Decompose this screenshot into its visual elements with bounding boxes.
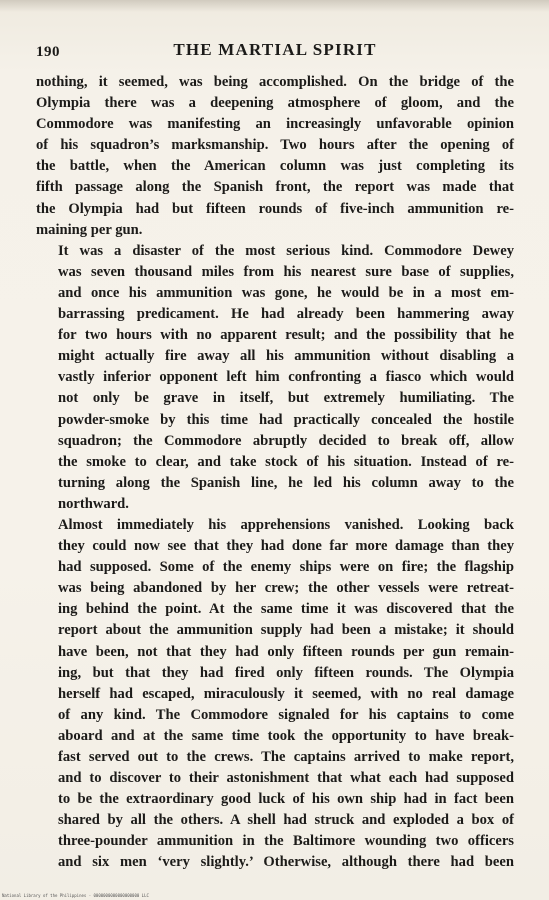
text-line: had supposed. Some of the enemy ships were on fire; the flagship [58,559,514,576]
body-text [36,72,514,874]
text-line: barrassing predicament. He had already been hammering away [58,306,514,323]
text-line: was seven thousand miles from his nearest sure base of supplies, [58,263,514,280]
text-line: vastly inferior opponent left him confronting a fiasco which would [58,369,514,386]
text-line: three-pounder ammunition in the Baltimore wounding two officers [58,833,514,850]
text-line: the battle, when the American column was just completing its [36,158,514,175]
text-line: not only be grave in itself, but extremely humiliating. The [58,390,514,407]
text-line: aboard and at the same time took the opportunity to have break- [58,727,514,744]
text-line: to be the extraordinary good luck of his own ship had in fact been [58,791,514,808]
text-line: nothing, it seemed, was being accomplished. On the bridge of the [36,74,514,90]
text-line: they could now see that they had done far more damage than they [58,538,514,555]
text-line: It was a disaster of the most serious kind. Commodore Dewey [58,242,514,259]
text-line: was being abandoned by her crew; the other vessels were retreat- [58,580,514,597]
text-line: fifth passage along the Spanish front, the report was made that [36,179,514,196]
text-line: northward. [58,495,129,512]
page-number: 190 [36,44,60,60]
text-line: herself had escaped, miraculously it seemed, with no real damage [58,685,514,702]
paragraph [36,515,514,874]
text-line: squadron; the Commodore abruptly decided to break off, allow [58,432,514,449]
text-line: maining per gun. [36,221,143,238]
text-line: and six men ‘very slightly.’ Otherwise, although there had been [58,854,514,871]
text-line: Almost immediately his apprehensions vanished. Looking back [58,516,514,533]
text-line: ing behind the point. At the same time it was discovered that the [58,601,514,618]
text-line: of any kind. The Commodore signaled for his captains to come [58,706,514,723]
text-line: report about the ammunition supply had been a mistake; it should [58,622,514,639]
text-line: powder-smoke by this time had practically concealed the hostile [58,411,514,428]
text-line: Olympia there was a deepening atmosphere of gloom, and the [36,95,514,112]
paragraph [36,72,514,241]
text-line: and to discover to their astonishment that what each had supposed [58,770,514,787]
text-line: fast served out to the crews. The captains arrived to make report, [58,749,514,765]
scan-footer-stamp: National Library of the Philippines · 0000000000000000000 LLC [2,893,149,898]
page-edge-shadow [0,0,549,12]
text-line: the Olympia had but fifteen rounds of five-inch ammunition re- [36,200,514,217]
text-line: the smoke to clear, and take stock of his situation. Instead of re- [58,453,514,470]
text-line: shared by all the others. A shell had struck and exploded a box of [58,812,514,829]
running-head: THE MARTIAL SPIRIT [173,40,377,59]
text-line: turning along the Spanish line, he led his column away to the [58,474,514,491]
text-line: ing, but that they had fired only fifteen rounds. The Olympia [58,664,514,681]
page-header [36,40,514,66]
text-line: Commodore was manifesting an increasingly unfavorable opinion [36,116,514,133]
text-line: have been, not that they had only fifteen rounds per gun remain- [58,643,514,660]
paragraph [36,241,514,515]
text-line: might actually fire away all his ammunition without disabling a [58,348,514,365]
text-line: for two hours with no apparent result; and the possibility that he [58,327,514,344]
text-line: of his squadron’s marksmanship. Two hours after the opening of [36,137,514,154]
text-line: and once his ammunition was gone, he would be in a most em- [58,284,514,301]
